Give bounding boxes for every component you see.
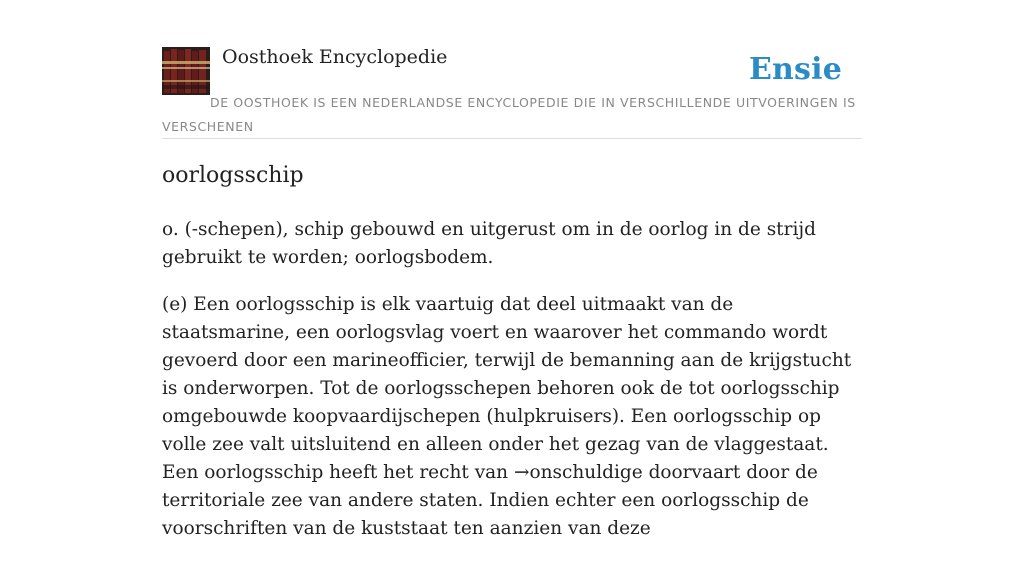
page-container [162,0,862,539]
source-avatar[interactable] [162,47,210,95]
source-header [162,0,862,139]
explanation-paragraph: (e) Een oorlogsschip is elk vaartuig dat deel uitmaakt van de staatsmarine, een oorlogsvlag voert en waarover het commando wordt gevoerd door een marineofficier, terwijl de bemanning aan de krijgstucht is onderworpen. Tot de oorlogsschepen behoren ook de tot oorlogsschip omgebouwde koopvaardijschepen (hulpkruisers). Een oorlogsschip op volle zee valt uitsluitend en alleen onder het gezag van de vlaggestaat. Een oorlogsschip heeft het recht van →onschuldige doorvaart door de territoriale zee van andere staten. Indien echter een oorlogsschip de voorschriften van de kuststaat ten aanzien van deze [162,294,852,539]
source-title[interactable]: Oosthoek Encyclopedie [222,46,448,68]
article-body [162,216,864,562]
brand-logo[interactable]: Ensie [748,52,842,87]
encyclopedia-books-icon [162,47,210,95]
article-title: oorlogsschip [162,163,304,188]
definition-paragraph: o. (-schepen), schip gebouwd en uitgerust om in de oorlog in de strijd gebruikt te worden; oorlogsbodem. [162,219,816,268]
source-tagline: DE OOSTHOEK IS EEN NEDERLANDSE ENCYCLOPEDIE DIE IN VERSCHILLENDE UITVOERINGEN IS VERSCHENEN [162,95,856,134]
